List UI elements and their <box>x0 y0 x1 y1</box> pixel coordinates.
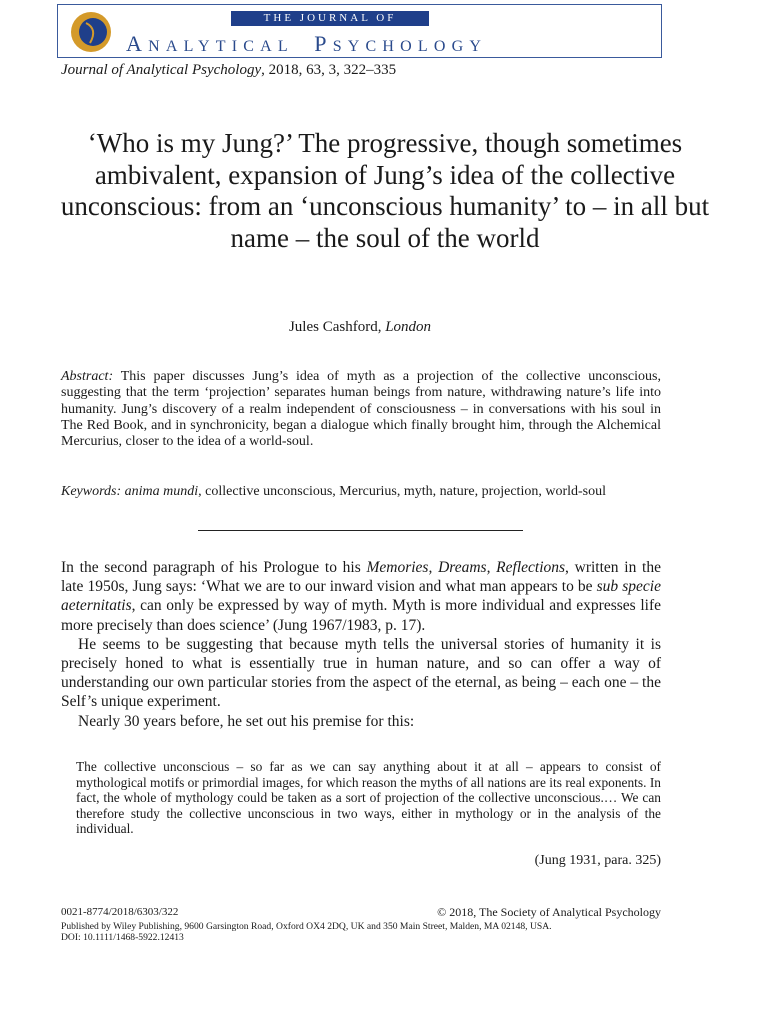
doi-line: DOI: 10.1111/1468-5922.12413 <box>61 931 184 943</box>
journal-name-word-1: NALYTICAL <box>148 38 294 55</box>
citation-journal: Journal of Analytical Psychology <box>61 62 262 78</box>
abstract-label: Abstract: <box>61 369 114 384</box>
journal-name <box>126 31 487 57</box>
p1-text-c: , written in the late 1950s, Jung says: ‘What we are to our inward vision and what man appears to be <box>61 559 661 596</box>
keywords-label: Keywords: <box>61 484 122 499</box>
p1-book-title: Memories, Dreams, Reflections <box>366 559 566 576</box>
p1-text-a: In the second paragraph of his Prologue to his <box>61 559 367 576</box>
section-divider <box>198 530 523 531</box>
footer-issn: 0021-8774/2018/6303/322 <box>61 906 179 918</box>
journal-logo-icon <box>70 11 112 53</box>
block-quote: The collective unconscious – so far as we can say anything about it at all – appears to consist of mythological motifs or primordial images, for which reason the myths of all nations are its real exponents. In fact, the whole of mythology could be taken as a sort of projection of the collective unconscious.… We can therefore study the collective unconscious in two ways, either in mythology or in the analysis of the individual. <box>76 759 661 836</box>
abstract <box>61 369 661 450</box>
journal-name-cap-a: A <box>126 31 149 56</box>
footer-publisher <box>61 922 552 943</box>
journal-name-cap-p: P <box>314 31 333 56</box>
keywords-rest: , collective unconscious, Mercurius, myth, nature, projection, world-soul <box>198 484 607 499</box>
keywords <box>61 484 661 500</box>
p1-text-e: , can only be expressed by way of myth. Myth is more individual and expresses life more precisely than does science’ (Jung 1967/1983, p. 17). <box>61 597 661 634</box>
abstract-text: This paper discusses Jung’s idea of myth as a projection of the collective unconscious, suggesting that the term ‘projection’ separates human beings from nature, withdrawing nature’s life into humanity. Jung’s discovery of a realm independent of consciousness – in conversations with his soul in The Red Book, and in synchronicity, began a dialogue which finally brought him, through the Alchemical Mercurius, closer to the idea of a world-soul. <box>61 369 661 450</box>
journal-citation <box>61 62 396 79</box>
author-line <box>0 319 720 336</box>
citation-details: , 2018, 63, 3, 322–335 <box>261 62 397 78</box>
author-name: Jules Cashford, <box>288 319 386 335</box>
publisher-line: Published by Wiley Publishing, 9600 Garsington Road, Oxford OX4 2DQ, UK and 350 Main Street, Malden, MA 02148, USA. <box>61 921 552 932</box>
paragraph-1 <box>61 558 661 635</box>
author-location: London <box>385 319 432 335</box>
paragraph-2: He seems to be suggesting that because myth tells the universal stories of humanity it is precisely honed to what is essentially true in human nature, and so can offer a way of understanding our own particular stories from the aspect of the eternal, as being – each one – the Self’s unique experiment. <box>61 635 661 711</box>
footer-copyright: © 2018, The Society of Analytical Psychology <box>437 905 661 919</box>
quote-citation: (Jung 1931, para. 325) <box>534 853 661 868</box>
paragraph-3: Nearly 30 years before, he set out his premise for this: <box>78 712 415 730</box>
journal-masthead <box>57 4 662 58</box>
body-text <box>61 558 661 731</box>
p1-latin-phrase: sub specie aeternitatis <box>61 578 661 615</box>
journal-band: THE JOURNAL OF <box>231 11 429 26</box>
keyword-first: anima mundi <box>124 484 199 499</box>
article-title: ‘Who is my Jung?’ The progressive, though sometimes ambivalent, expansion of Jung’s idea of the collective unconscious: from an ‘unconscious humanity’ to – in all but name – the soul of the world <box>60 128 710 253</box>
journal-name-word-2: SYCHOLOGY <box>332 38 488 55</box>
